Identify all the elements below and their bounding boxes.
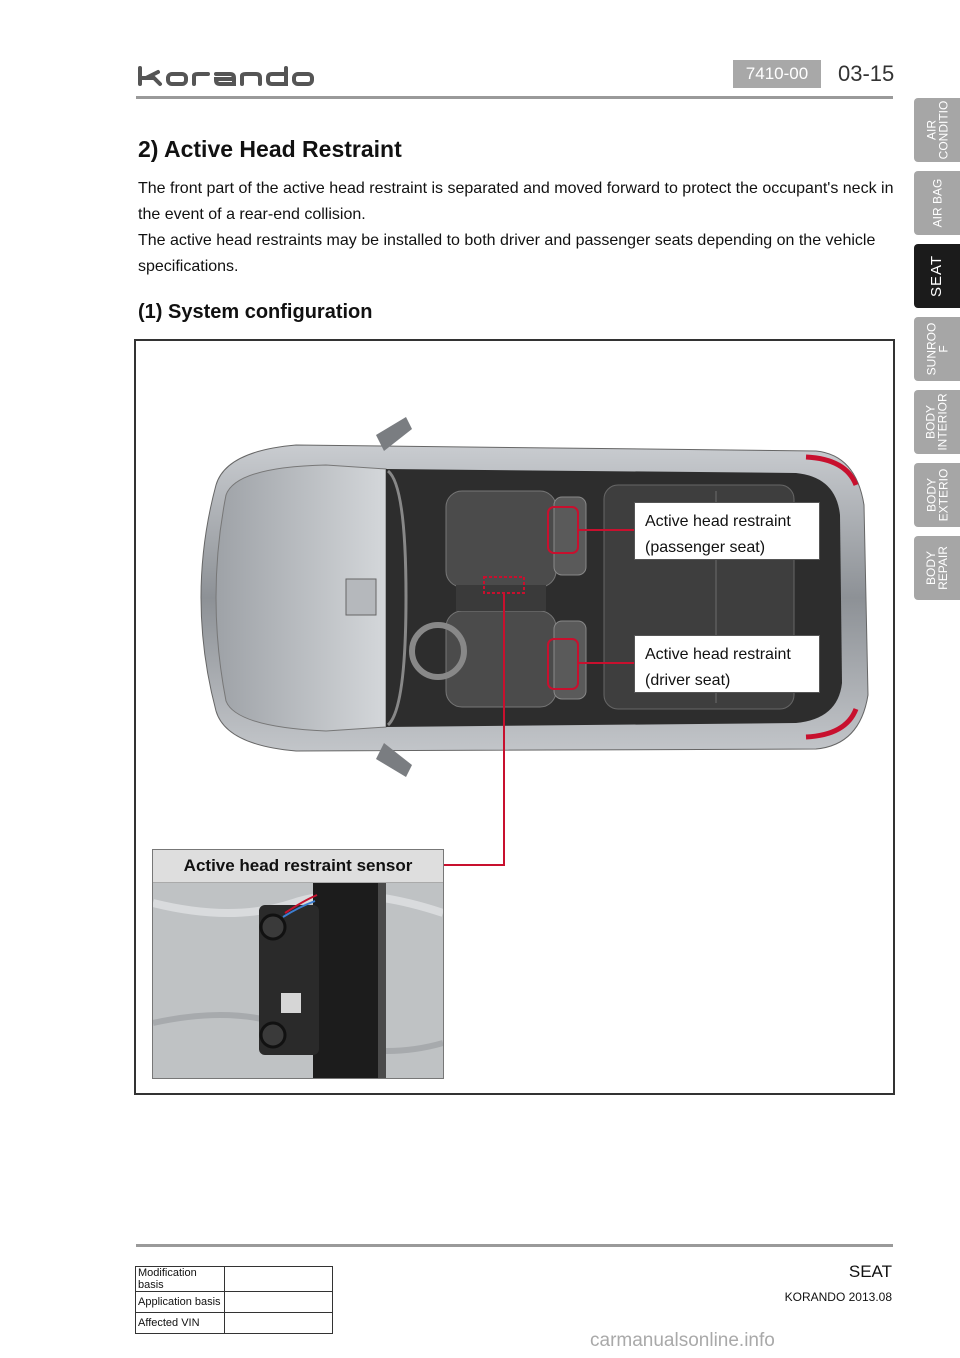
table-row [136,1313,333,1334]
modification-basis-label: Modification basis [136,1267,225,1292]
callout-driver-line2: (driver seat) [645,672,731,689]
passenger-restraint-highlight [548,507,578,553]
korando-logo [136,66,316,93]
side-tab-sunroof[interactable] [914,317,960,381]
section-title: 2) Active Head Restraint [138,136,402,162]
affected-vin-label: Affected VIN [136,1313,225,1334]
footer-divider [136,1244,893,1247]
application-basis-value [225,1292,333,1313]
application-basis-label: Application basis [136,1292,225,1313]
callout-driver-seat [634,635,820,693]
section-code-badge: 7410-00 [733,60,821,88]
sensor-panel-title: Active head restraint sensor [153,850,443,883]
footer-model-date: KORANDO 2013.08 [784,1290,892,1304]
callout-passenger-line2: (passenger seat) [645,539,766,556]
footer-section-name: SEAT [848,1262,892,1281]
section-description [138,176,894,280]
side-tab-label: BODY INTERIOR [924,393,950,451]
system-configuration-figure [134,339,895,1095]
side-tab-seat[interactable] [914,244,960,308]
revision-table [135,1266,333,1334]
side-tab-label: AIR CONDITIO [924,100,951,160]
callout-passenger-seat [634,502,820,560]
callout-passenger-line1: Active head restraint [645,513,791,530]
side-tab-label: BODY EXTERIO [924,468,950,522]
side-tab-body-repair[interactable] [914,536,960,600]
modification-basis-value [225,1267,333,1292]
side-tab-body-exterior[interactable] [914,463,960,527]
affected-vin-value [225,1313,333,1334]
paragraph-installation: The active head restraints may be installed to both driver and passenger seats depending on the vehicle specifications. [138,232,876,275]
side-tab-label: AIR BAG [930,178,944,228]
side-tab-label: BODY REPAIR [924,546,950,590]
logo-graphic [136,66,316,88]
sensor-photo-illustration [153,883,443,1078]
watermark-text: carmanualsonline.info [590,1330,775,1351]
side-tab-label: SEAT [928,254,945,298]
sensor-leader-line [444,593,504,865]
sensor-location-highlight [484,577,524,593]
side-tab-air-conditioning[interactable] [914,98,960,162]
side-tab-air-bag[interactable] [914,171,960,235]
side-tab-body-interior[interactable] [914,390,960,454]
paragraph-collision: The front part of the active head restraint is separated and moved forward to protect the occupant's neck in the event of a rear-end collision. [138,180,894,223]
subsection-title: (1) System configuration [138,301,373,323]
table-row [136,1292,333,1313]
callout-driver-line1: Active head restraint [645,646,791,663]
driver-restraint-highlight [548,639,578,689]
header-divider [136,96,893,99]
side-tab-label: SUNROO F [924,322,951,376]
sensor-detail-panel [152,849,444,1079]
page-number: 03-15 [838,61,895,86]
table-row [136,1267,333,1292]
